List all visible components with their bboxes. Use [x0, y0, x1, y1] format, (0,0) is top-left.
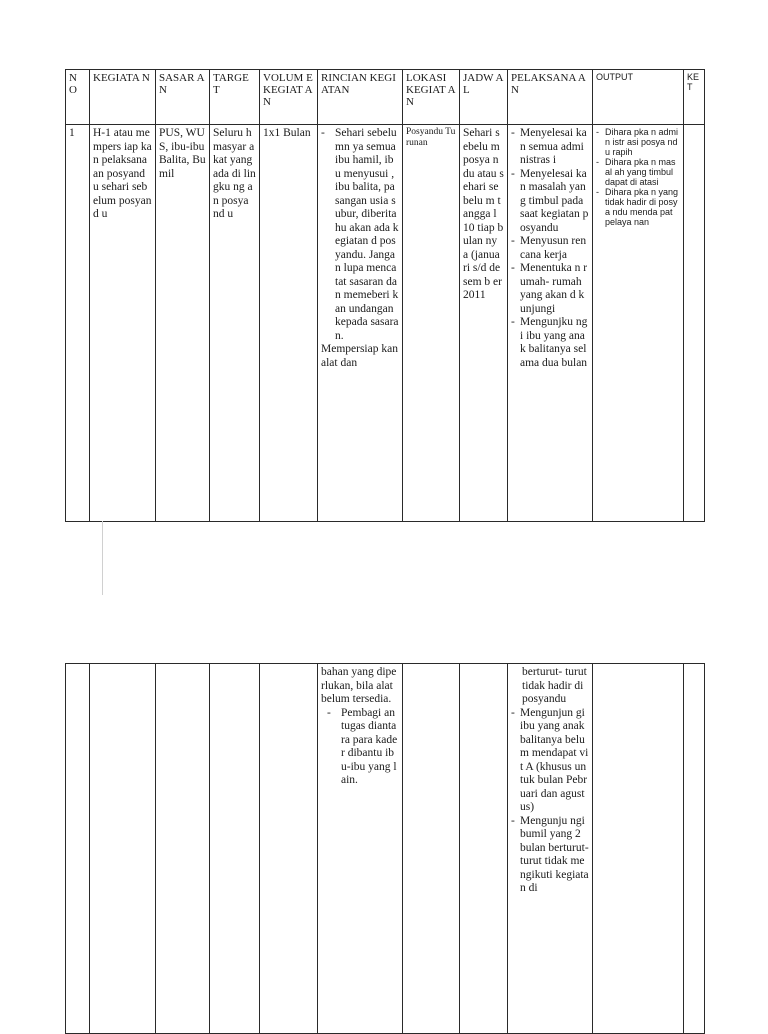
pelaksanaan-item: - Menentuka n rumah- rumah yang akan d kunjungi — [511, 262, 589, 316]
header-no: N O — [66, 70, 90, 125]
cell-no: 1 — [66, 125, 90, 522]
header-output: OUTPUT — [593, 70, 684, 125]
cell-pelaksanaan — [508, 664, 593, 1034]
header-ket: KE T — [684, 70, 705, 125]
activity-table-page-2 — [65, 663, 705, 1034]
header-sasaran: SASAR AN — [156, 70, 210, 125]
cell-kegiatan — [90, 664, 156, 1034]
cell-target: Seluru h masyar a kat yang ada di lingku ng an posya nd u — [210, 125, 260, 522]
header-lokasi: LOKASI KEGIAT AN — [403, 70, 460, 125]
cell-ket — [684, 125, 705, 522]
cell-target — [210, 664, 260, 1034]
cell-sasaran — [156, 664, 210, 1034]
cell-output — [593, 125, 684, 522]
cell-sasaran: PUS, WUS, ibu-ibu Balita, Bumil — [156, 125, 210, 522]
cell-lokasi — [403, 664, 460, 1034]
cell-kegiatan: H-1 atau mempers iap kan pelaksana an posyand u sehari sebelum posyand u — [90, 125, 156, 522]
cell-rincian — [318, 664, 403, 1034]
pelaksanaan-item: - Mengunjku ngi ibu yang anak balitanya selama dua bulan — [511, 316, 589, 370]
cell-ket — [684, 664, 705, 1034]
table-row — [66, 125, 705, 522]
activity-table-page-1 — [65, 69, 705, 522]
pelaksanaan-item: - Mengunju ngi bumil yang 2 bulan berturut- turut tidak mengikuti kegiatan di — [511, 815, 589, 896]
cell-lokasi: Posyandu Turunan — [403, 125, 460, 522]
table-row — [66, 664, 705, 1034]
rincian-item: - Sehari sebelumn ya semua ibu hamil, ibu menyusui , ibu balita, pasangan usia subur, diberitahu akan ada kegiatan d posyandu. Jangan lupa mencatat sasaran dan memeberi kan undangan kepada sasaran. — [321, 127, 399, 343]
header-kegiatan: KEGIATA N — [90, 70, 156, 125]
header-pelaksanaan: PELAKSANA AN — [508, 70, 593, 125]
cell-jadwal: Sehari sebelu m posya n du atau sehari sebelu m tangga l 10 tiap bulan ny a (janua ri s/d desem b er 2011 — [460, 125, 508, 522]
pelaksanaan-item: - Menyelesai kan masalah yang timbul pada saat kegiatan posyandu — [511, 168, 589, 236]
cell-no — [66, 664, 90, 1034]
header-volume: VOLUM E KEGIAT AN — [260, 70, 318, 125]
header-rincian: RINCIAN KEGIATAN — [318, 70, 403, 125]
pelaksanaan-item: - Menyusun rencana kerja — [511, 235, 589, 262]
output-item: - Dihara pka n masal ah yang timbul dapat di atasi — [596, 157, 680, 187]
pelaksanaan-text: berturut- turut tidak hadir di posyandu — [522, 666, 587, 705]
cell-output — [593, 664, 684, 1034]
cell-volume: 1x1 Bulan — [260, 125, 318, 522]
cell-rincian — [318, 125, 403, 522]
rincian-item: - Pembagi an tugas diantara para kader dibantu ibu-ibu yang lain. — [327, 707, 399, 788]
pelaksanaan-item: - Mengunjun gi ibu yang anak balitanya belum mendapat vit A (khusus untuk bulan Pebruari dan agustus) — [511, 707, 589, 815]
cell-pelaksanaan — [508, 125, 593, 522]
pelaksanaan-item: - Menyelesai kan semua administras i — [511, 127, 589, 168]
cell-jadwal — [460, 664, 508, 1034]
table-header-row — [66, 70, 705, 125]
rincian-text: Mempersiap kan alat dan — [321, 343, 398, 369]
divider-line — [102, 521, 103, 595]
header-target: TARGE T — [210, 70, 260, 125]
rincian-text: bahan yang diperlukan, bila alat belum tersedia. — [321, 666, 397, 705]
output-item: - Dihara pka n yang tidak hadir di posya ndu menda pat pelaya nan — [596, 187, 680, 227]
cell-volume — [260, 664, 318, 1034]
output-item: - Dihara pka n admin istr asi posya ndu rapih — [596, 127, 680, 157]
header-jadwal: JADW AL — [460, 70, 508, 125]
